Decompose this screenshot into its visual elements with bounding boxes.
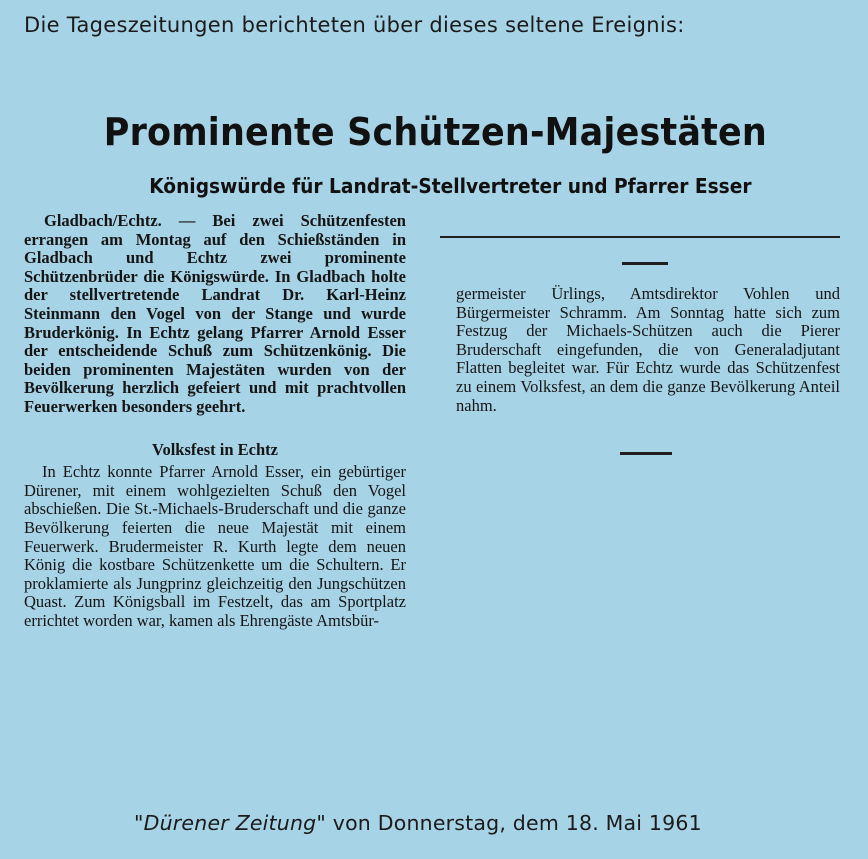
column-divider-rule (622, 262, 668, 265)
intro-line: Die Tageszeitungen berichteten über dieses seltene Ereignis: (24, 13, 685, 37)
newspaper-name: "Dürener Zeitung" (134, 811, 327, 835)
source-caption (134, 811, 702, 835)
article-headline: Prominente Schützen-Majestäten (103, 110, 768, 154)
article-end-rule (620, 452, 672, 455)
article-right-column (456, 285, 840, 415)
article-body-right: germeister Ürlings, Amtsdirektor Vohlen und Bürgermeister Schramm. Am Sonntag hatte sich zum Festzug der Michaels-Schützen auch die Pierer Bruderschaft eingefunden, die von Generaladjutant Flatten begleitet war. Für Echtz wurde das Schützenfest zu einem Volksfest, an dem die ganze Bevölkerung Anteil nahm. (456, 284, 840, 415)
article-subheadline: Königswürde für Landrat-Stellvertreter und Pfarrer Esser (149, 174, 752, 198)
article-left-column (24, 212, 406, 630)
caption-date: von Donnerstag, dem 18. Mai 1961 (326, 811, 702, 835)
section-heading: Volksfest in Echtz (152, 439, 278, 459)
column-top-rule (440, 236, 840, 238)
article-body-left: In Echtz konnte Pfarrer Arnold Esser, ein gebürtiger Dürener, mit einem wohlgezielten Schuß den Vogel abschießen. Die St.-Michaels-Bruderschaft und die ganze Bevölkerung feierten die neue Majestät mit einem Feuerwerk. Brudermeister R. Kurth legte dem neuen König die kostbare Schützenkette um die Schultern. Er proklamierte als Jungprinz gleichzeitig den Jungschützen Quast. Zum Königsball im Festzelt, das am Sportplatz errichtet worden war, kamen als Ehrengäste Amtsbür- (24, 462, 406, 630)
article-lead-paragraph: Gladbach/Echtz. — Bei zwei Schützenfesten errangen am Montag auf den Schießständen in Gladbach und Echtz zwei prominente Schützenbrüder die Königswürde. In Gladbach holte der stellvertretende Landrat Dr. Karl-Heinz Steinmann den Vogel von der Stange und wurde Bruderkönig. In Echtz gelang Pfarrer Arnold Esser der entscheidende Schuß zum Schützenkönig. Die beiden prominenten Majestäten wurden von der Bevölkerung herzlich gefeiert und mit prachtvollen Feuerwerken besonders geehrt. (24, 211, 406, 416)
